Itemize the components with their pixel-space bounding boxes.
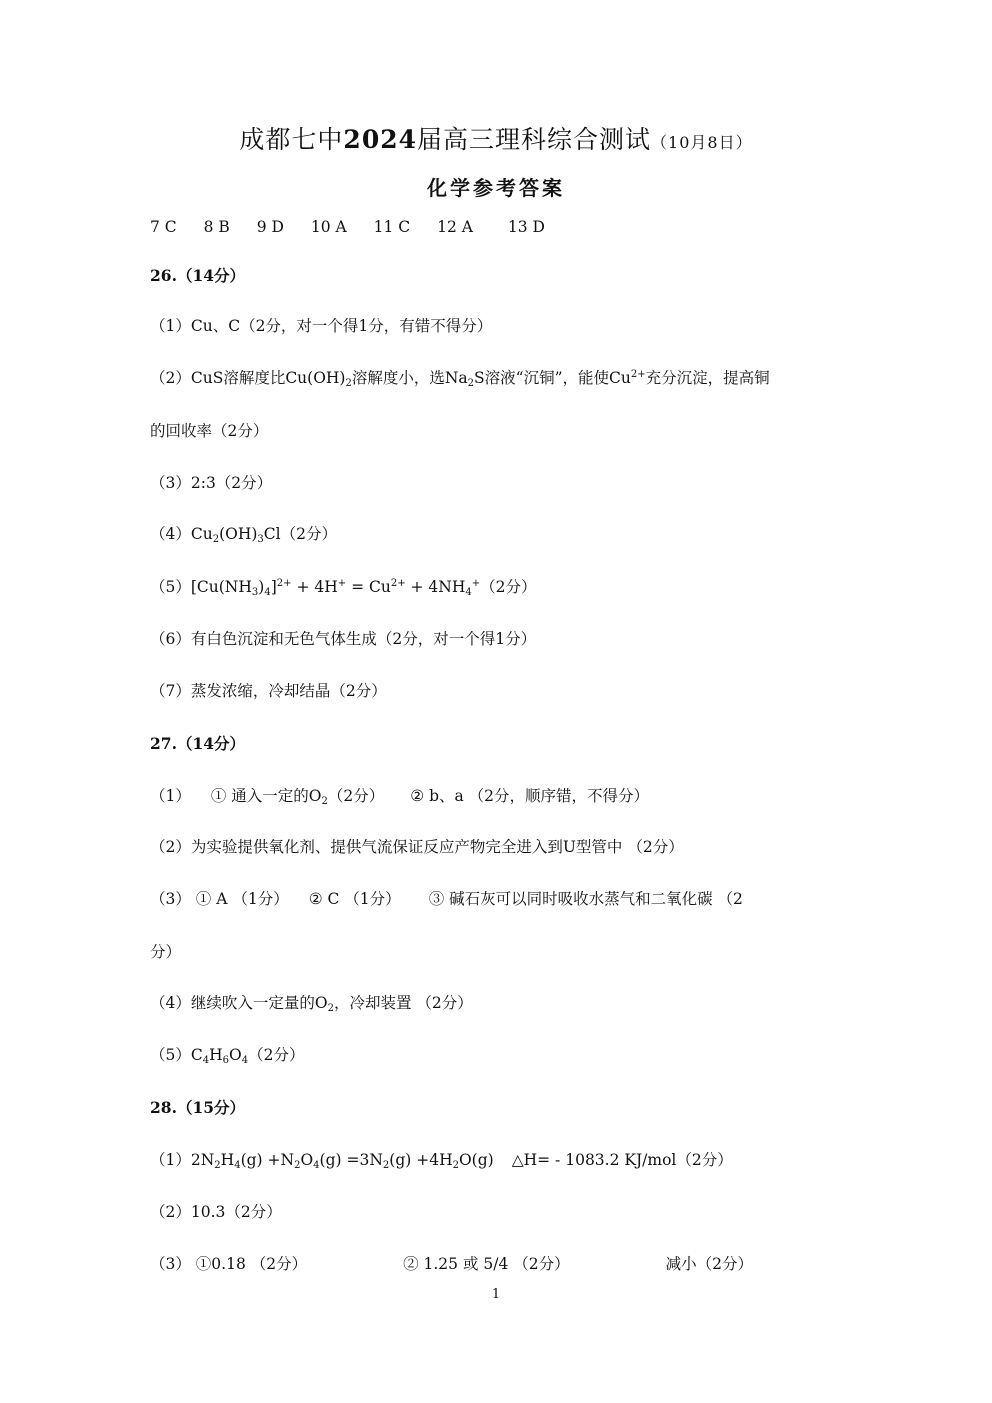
q26-heading: 26.（14分） (150, 266, 246, 285)
title-rest: 届高三理科综合测试 (417, 125, 652, 154)
q27-answer-3-cont: 分） (150, 943, 182, 961)
q28-answer-2: （2）10.3（2分） (150, 1203, 282, 1221)
mc-answer: 7 C (150, 218, 177, 236)
page-number: 1 (491, 1287, 501, 1302)
q26-answer-1: （1）Cu、C（2分，对一个得1分，有错不得分） (150, 317, 493, 335)
mc-answer: 8 B (203, 218, 230, 236)
q28-answer-3: （3） ①0.18 （2分） ② 1.25 或 5/4 （2分） 减小（2分） (150, 1255, 753, 1273)
mc-answer: 12 A (437, 218, 473, 236)
q26-answer-7: （7）蒸发浓缩，冷却结晶（2分） (150, 682, 387, 700)
mc-answer: 11 C (373, 218, 411, 236)
mc-answer: 9 D (256, 218, 284, 236)
q26-answer-2: （2）CuS溶解度比$Cu(OH)_2$溶解度小，选$Na_2S$溶液“沉铜”，能使$Cu^{2+}$充分沉淀，提高铜 (150, 369, 770, 389)
q26-answer-2-cont: 的回收率（2分） (150, 422, 269, 440)
q27-heading: 27.（14分） (150, 734, 246, 753)
mc-answer: 13 D (507, 218, 545, 236)
q28-heading: 28.（15分） (150, 1098, 246, 1117)
q26-answer-6: （6）有白色沉淀和无色气体生成（2分，对一个得1分） (150, 630, 537, 648)
q27-answer-3: （3） ① A （1分） ② C （1分） ③ 碱石灰可以同时吸收水蒸气和二氧化碳 （2 (150, 890, 743, 908)
q26-answer-3: （3）2:3（2分） (150, 474, 273, 492)
mc-answer: 10 A (310, 218, 347, 236)
q27-answer-5: $(5)C_4H_6O_4(2$分） (150, 1046, 305, 1066)
q27-answer-2: （2）为实验提供氧化剂、提供气流保证反应产物完全进入到U型管中 （2分） (150, 838, 684, 856)
page-title (0, 120, 992, 156)
q27-answer-4: （4）继续吹入一定量的$O_2$，冷却装置 （2分） (150, 994, 473, 1014)
q26-answer-5: $(5)[Cu(NH_3)_4]^{2+} + 4H^+ = Cu^{2+} + 4NH_4^+(2$分） (150, 578, 537, 598)
q28-answer-1: $(1)2N_2H_4(g) +N_2O_4(g) =3N_2(g) +4H_2O(g)$ △H= - 1083.2 KJ/mol（2分） (150, 1151, 733, 1171)
q27-answer-1: （1） ① 通入一定的$O_2(2$分） ② b、a （2分，顺序错，不得分） (150, 787, 650, 807)
title-date: （10月8日） (651, 133, 753, 152)
title-school: 成都七中 (239, 125, 344, 154)
q26-answer-4: $(4)Cu_2(OH)_3Cl(2$分） (150, 525, 337, 545)
page-subtitle: 化学参考答案 (427, 176, 565, 200)
multiple-choice-answers (150, 216, 567, 238)
title-year: 2024 (343, 125, 418, 154)
